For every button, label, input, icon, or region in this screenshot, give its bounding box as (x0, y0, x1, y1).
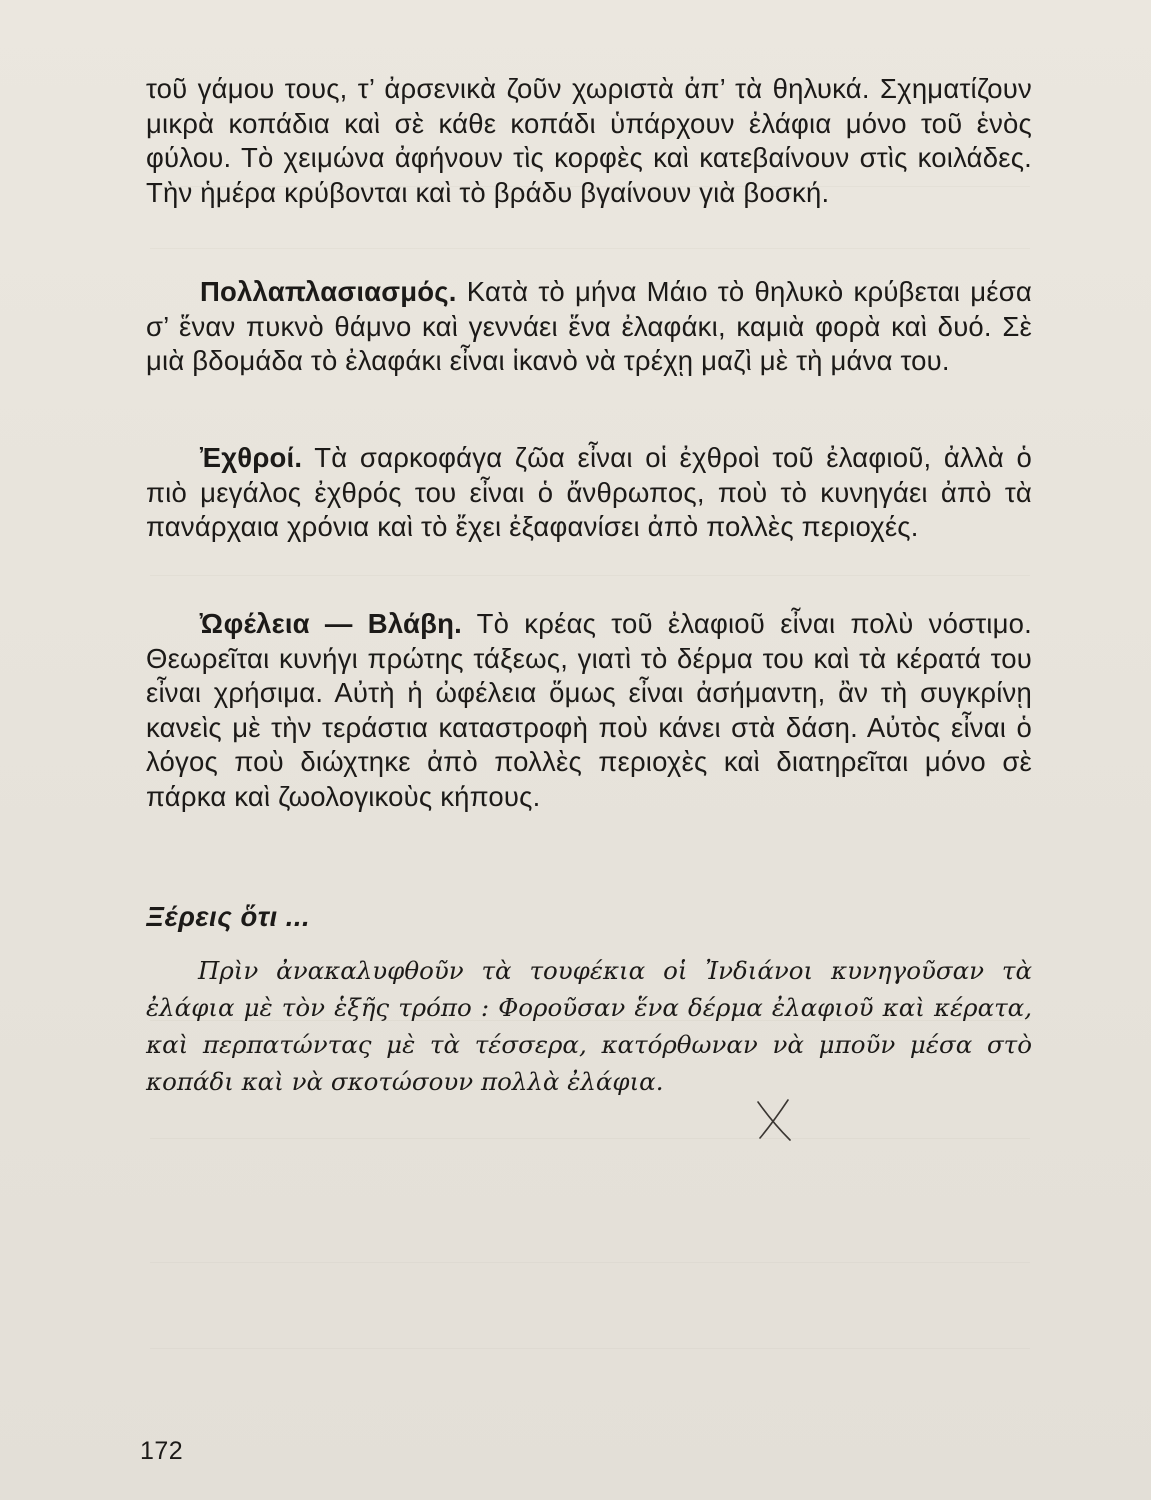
paragraph-text: Τὸ κρέας τοῦ ἐλαφιοῦ εἶναι πολὺ νόστιμο. Θεωρεῖται κυνήγι πρώτης τάξεως, γιατὶ τὸ δέρμα του καὶ τὰ κέρατά του εἶναι χρήσιμα. Αὐτὴ ἡ ὠφέλεια ὅμως εἶναι ἀσήμαντη, ἂν τὴ συγκρίνῃ κανεὶς μὲ τὴν τεράστια καταστροφὴ ποὺ κάνει στὰ δάση. Αὐτὸς εἶναι ὁ λόγος ποὺ διώχτηκε ἀπὸ πολλὲς περιοχὲς καὶ διατηρεῖται μόνο σὲ πάρκα καὶ ζωολογικοὺς κήπους. (146, 608, 1032, 812)
bleed-line (150, 575, 1030, 576)
section-heading: Πολλαπλασιασμός. (200, 276, 457, 307)
page-number: 172 (140, 1437, 184, 1465)
bleed-line (150, 1262, 1030, 1263)
paragraph-reproduction (146, 275, 1032, 379)
paragraph-continuation (146, 72, 1032, 210)
bleed-line (150, 248, 1030, 249)
paragraph-text: Κατὰ τὸ μήνα Μάιο τὸ θηλυκὸ κρύβεται μέσα σ’ ἕναν πυκνὸ θάμνο καὶ γεννάει ἕνα ἐλαφάκι, καμιὰ φορὰ καὶ δυό. Σὲ μιὰ βδομάδα τὸ ἐλαφάκι εἶναι ἱκανὸ νὰ τρέχῃ μαζὶ μὲ τὴ μάνα του. (146, 276, 1032, 376)
pen-x-mark-icon (754, 1098, 794, 1142)
paragraph-text: τοῦ γάμου τους, τ’ ἀρσενικὰ ζοῦν χωριστὰ ἀπ’ τὰ θηλυκά. Σχηματίζουν μικρὰ κοπάδια καὶ σὲ κάθε κοπάδι ὑπάρχουν ἐλάφια μόνο τοῦ ἑνὸς φύλου. Τὸ χειμώνα ἀφήνουν τὶς κορφὲς καὶ κατεβαίνουν στὶς κοιλάδες. Τὴν ἡμέρα κρύβονται καὶ τὸ βράδυ βγαίνουν γιὰ βοσκή. (146, 73, 1032, 208)
bleed-line (150, 1138, 1030, 1139)
paragraph-text: Τὰ σαρκοφάγα ζῶα εἶναι οἱ ἐχθροὶ τοῦ ἐλαφιοῦ, ἀλλὰ ὁ πιὸ μεγάλος ἐχθρός του εἶναι ὁ ἄνθρωπος, ποὺ τὸ κυνηγάει ἀπὸ τὰ πανάρχαια χρόνια καὶ τὸ ἔχει ἐξαφανίσει ἀπὸ πολλὲς περιοχές. (146, 442, 1032, 542)
paragraph-enemies (146, 441, 1032, 545)
paragraph-benefit-harm (146, 607, 1032, 814)
section-heading: Ὠφέλεια — Βλάβη. (200, 608, 462, 639)
did-you-know-title: Ξέρεις ὅτι ... (146, 901, 311, 932)
section-heading: Ἐχθροί. (200, 442, 303, 473)
did-you-know-body: Πρὶν ἀνακαλυφθοῦν τὰ τουφέκια οἱ Ἰνδιάνοι κυνηγοῦσαν τὰ ἐλάφια μὲ τὸν ἑξῆς τρόπο : Φοροῦσαν ἕνα δέρμα ἐλαφιοῦ καὶ κέρατα, καὶ περπατώντας μὲ τὰ τέσσερα, κατόρθωναν νὰ μποῦν μέσα στὸ κοπάδι καὶ νὰ σκοτώσουν πολλὰ ἐλάφια. (146, 956, 1032, 1096)
bleed-line (150, 1348, 1030, 1349)
